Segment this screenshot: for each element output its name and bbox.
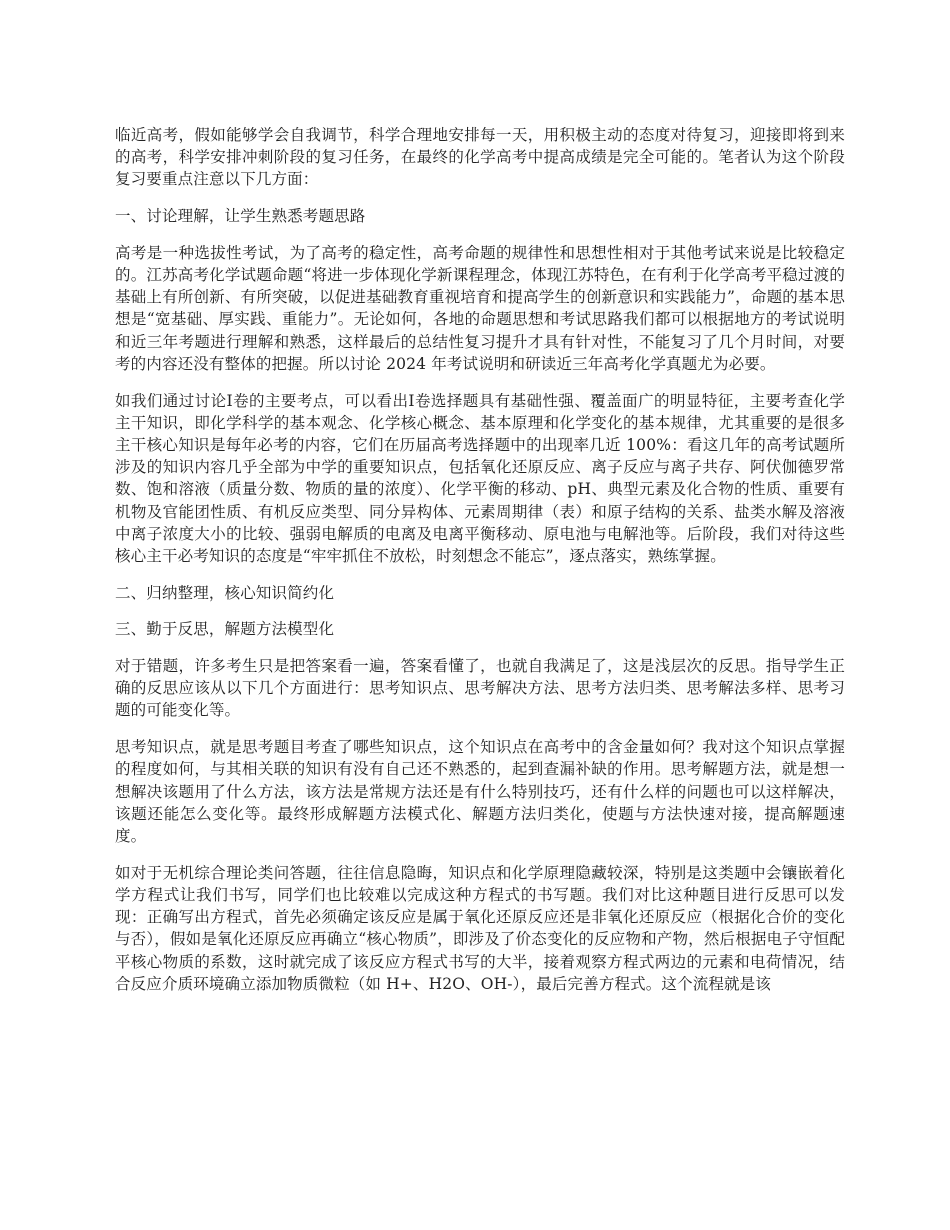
body-paragraph-1: 高考是一种选拔性考试，为了高考的稳定性，高考命题的规律性和思想性相对于其他考试来说是比较稳定的。江苏高考化学试题命题“将进一步体现化学新课程理念，体现江苏特色，在有利于化学高考平稳过渡的基础上有所创新、有所突破，以促进基础教育重视培育和提高学生的创新意识和实践能力”，命题的基本思想是“宽基础、厚实践、重能力”。无论如何，各地的命题思想和考试思路我们都可以根据地方的考试说明和近三年考题进行理解和熟悉，这样最后的总结性复习提升才具有针对性，不能复习了几个月时间，对要考的内容还没有整体的把握。所以讨论 2024 年考试说明和研读近三年高考化学真题尤为必要。	[115, 243, 845, 373]
section-heading-2: 二、归纳整理，核心知识简约化	[115, 583, 335, 602]
body-paragraph-4: 思考知识点，就是思考题目考查了哪些知识点，这个知识点在高考中的含金量如何？我对这个知识点掌握的程度如何，与其相关联的知识有没有自己还不熟悉的，起到查漏补缺的作用。思考解题方法，就是想一想解决该题用了什么方法，该方法是常规方法还是有什么特别技巧，还有什么样的问题也可以这样解决，该题还能怎么变化等。最终形成解题方法模式化、解题方法归类化，使题与方法快速对接，提高解题速度。	[115, 738, 845, 845]
section-heading-3: 三、勤于反思，解题方法模型化	[115, 620, 335, 639]
body-paragraph-5: 如对于无机综合理论类问答题，往往信息隐晦，知识点和化学原理隐藏较深，特别是这类题中会镶嵌着化学方程式让我们书写，同学们也比较难以完成这种方程式的书写题。我们对比这种题目进行反思可以发现：正确写出方程式，首先必须确定该反应是属于氧化还原反应还是非氧化还原反应（根据化合价的变化与否），假如是氧化还原反应再确立“核心物质”，即涉及了价态变化的反应物和产物，然后根据电子守恒配平核心物质的系数，这时就完成了该反应方程式书写的大半，接着观察方程式两边的元素和电荷情况，结合反应介质环境确立添加物质微粒（如 H+、H2O、OH-），最后完善方程式。这个流程就是该	[115, 863, 845, 993]
body-paragraph-2: 如我们通过讨论Ⅰ卷的主要考点，可以看出Ⅰ卷选择题具有基础性强、覆盖面广的明显特征，主要考查化学主干知识，即化学科学的基本观念、化学核心概念、基本原理和化学变化的基本规律，尤其重要的是很多主干核心知识是每年必考的内容，它们在历届高考选择题中的出现率几近 100%：看这几年的高考试题所涉及的知识内容几乎全部为中学的重要知识点，包括氧化还原反应、离子反应与离子共存、阿伏伽德罗常数、饱和溶液（质量分数、物质的量的浓度）、化学平衡的移动、pH、典型元素及化合物的性质、重要有机物及官能团性质、有机反应类型、同分异构体、元素周期律（表）和原子结构的关系、盐类水解及溶液中离子浓度大小的比较、强弱电解质的电离及电离平衡移动、原电池与电解池等。后阶段，我们对待这些核心主干必考知识的态度是“牢牢抓住不放松，时刻想念不能忘”，逐点落实，熟练掌握。	[115, 391, 845, 565]
section-heading-1: 一、讨论理解，让学生熟悉考题思路	[115, 207, 366, 226]
intro-paragraph: 临近高考，假如能够学会自我调节，科学合理地安排每一天，用积极主动的态度对待复习，迎接即将到来的高考，科学安排冲刺阶段的复习任务，在最终的化学高考中提高成绩是完全可能的。笔者认为这个阶段复习要重点注意以下几方面：	[115, 126, 845, 189]
document-body	[115, 124, 845, 1009]
body-paragraph-3: 对于错题，许多考生只是把答案看一遍，答案看懂了，也就自我满足了，这是浅层次的反思。指导学生正确的反思应该从以下几个方面进行：思考知识点、思考解决方法、思考方法归类、思考解法多样、思考习题的可能变化等。	[115, 657, 845, 720]
